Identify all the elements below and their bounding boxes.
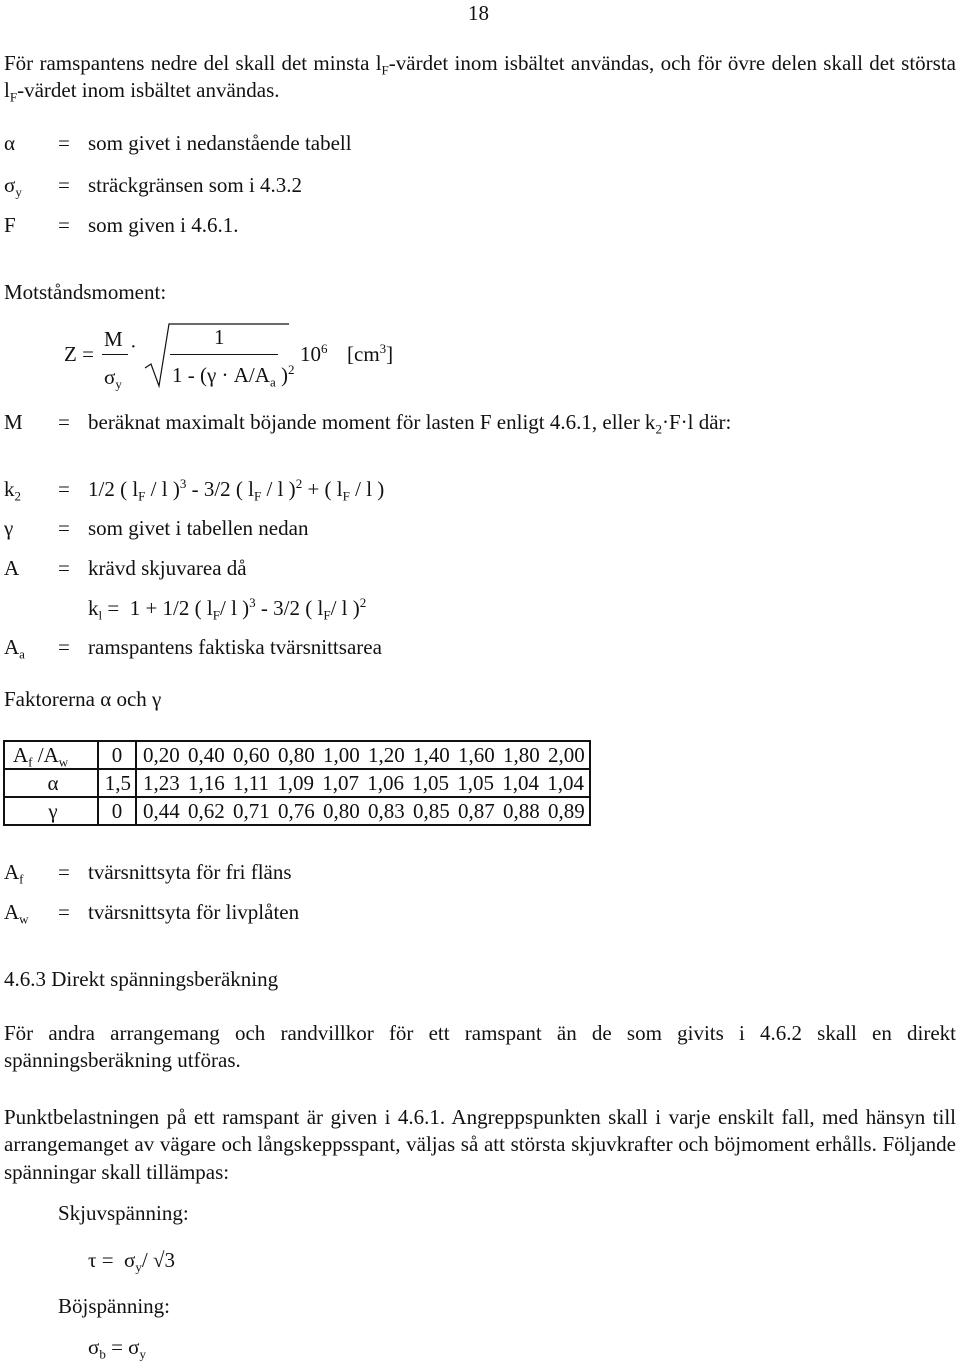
def-desc-af: tvärsnittsyta för fri fläns bbox=[88, 860, 292, 884]
shear-label: Skjuvspänning: bbox=[58, 1201, 189, 1225]
def-symbol-alpha: α bbox=[4, 131, 16, 155]
table-cell-first: 0 bbox=[98, 797, 136, 825]
def-symbol-k2: $k_2$ bbox=[4, 477, 22, 504]
shear-formula: $\tau = \sigma_y/$ √3 bbox=[88, 1248, 175, 1275]
section-heading-factors: Faktorerna α och γ bbox=[4, 687, 162, 711]
eq-sign: = bbox=[58, 173, 70, 197]
table-cell-first: 1,5 bbox=[98, 769, 136, 797]
formula-z-factor: $10^6$ bbox=[300, 341, 328, 366]
table-row bbox=[4, 797, 590, 825]
def-symbol-m: M bbox=[4, 410, 23, 434]
def-symbol-aa: $A_a$ bbox=[4, 635, 25, 662]
section-heading-463: 4.6.3 Direkt spänningsberäkning bbox=[4, 967, 279, 991]
eq-sign: = bbox=[58, 131, 70, 155]
def-desc-aw: tvärsnittsyta för livplåten bbox=[88, 900, 300, 924]
paragraph-2: Punktbelastningen på ett ramspant är given i 4.6.1. Angreppspunkten skall i varje enskilt fall, med hänsyn till arrangemanget av vägare och långskeppsspant, väljas så att största skjuvkrafter och böjmoment erhålls. Följande spänningar skall tillämpas: bbox=[4, 1105, 956, 1184]
def-desc-aa: ramspantens faktiska tvärsnittsarea bbox=[88, 635, 382, 659]
intro-paragraph: För ramspantens nedre del skall det minsta $l_F$-värdet inom isbältet användas, och för övre delen skall det största $l_F$-värdet inom isbältet användas. bbox=[4, 51, 956, 105]
bend-formula: $\sigma_b = \sigma_y$ bbox=[88, 1335, 147, 1362]
def-desc-sigma-y: sträckgränsen som i 4.3.2 bbox=[88, 173, 303, 197]
table-row bbox=[4, 741, 590, 769]
formula-kl: $k_l = 1 + 1/2$ ( $l_F/$ l )$^3$ - 3/2 ( $l_F/$ l )$^2$ bbox=[88, 595, 367, 623]
def-symbol-af: $A_f$ bbox=[4, 860, 24, 887]
section-heading-moment: Motståndsmoment: bbox=[4, 280, 167, 304]
formula-z-denominator: $\sigma_y$ bbox=[104, 365, 122, 392]
table-cell-first: 0 bbox=[98, 741, 136, 769]
table-row bbox=[4, 769, 590, 797]
eq-sign: = bbox=[58, 556, 70, 580]
eq-sign: = bbox=[58, 900, 70, 924]
formula-z-root-fraction-bar bbox=[170, 354, 278, 355]
def-desc-gamma: som givet i tabellen nedan bbox=[88, 516, 309, 540]
def-desc-m: beräknat maximalt böjande moment för lasten F enligt 4.6.1, eller $k_2\cdot F\cdot l$ där: bbox=[88, 410, 732, 437]
def-desc-alpha: som givet i nedanstående tabell bbox=[88, 131, 352, 155]
eq-sign: = bbox=[58, 860, 70, 884]
table-cell-values: 1,23 1,16 1,11 1,09 1,07 1,06 1,05 1,05 1,04 1,04 bbox=[136, 769, 590, 797]
formula-z-numerator: M bbox=[104, 327, 123, 351]
def-symbol-aw: $A_w$ bbox=[4, 900, 29, 927]
bend-label: Böjspänning: bbox=[58, 1294, 171, 1318]
eq-sign: = bbox=[58, 635, 70, 659]
formula-z-unit: $[cm^3]$ bbox=[347, 341, 394, 366]
def-desc-k2: 1/2 ( $l_F$ / l )$^3$ - 3/2 ( $l_F$ / l )$^2$ + ( $l_F$ / l ) bbox=[88, 476, 385, 504]
formula-z-root-denominator: $1 - (\gamma \cdot A/A_a$ )$^2$ bbox=[172, 362, 295, 390]
def-symbol-gamma: γ bbox=[4, 516, 14, 540]
page-number: 18 bbox=[468, 1, 489, 25]
formula-z-fraction-bar bbox=[102, 354, 128, 355]
table-row-label: α bbox=[4, 769, 98, 797]
eq-sign: = bbox=[58, 410, 70, 434]
def-desc-f: som given i 4.6.1. bbox=[88, 213, 239, 237]
table-cell-values: 0,20 0,40 0,60 0,80 1,00 1,20 1,40 1,60 1,80 2,00 bbox=[136, 741, 590, 769]
eq-sign: = bbox=[58, 516, 70, 540]
def-symbol-a: A bbox=[4, 556, 20, 580]
table-row-label: γ bbox=[4, 797, 98, 825]
eq-sign: = bbox=[58, 477, 70, 501]
def-symbol-f: F bbox=[4, 213, 16, 237]
def-symbol-sigma-y: $\sigma_y$ bbox=[4, 173, 22, 200]
paragraph-1: För andra arrangemang och randvillkor för ett ramspant än de som givits i 4.6.2 skall en direkt spänningsberäkning utföras. bbox=[4, 1021, 956, 1073]
eq-sign: = bbox=[58, 213, 70, 237]
factors-table bbox=[3, 740, 591, 826]
table-cell-values: 0,44 0,62 0,71 0,76 0,80 0,83 0,85 0,87 0,88 0,89 bbox=[136, 797, 590, 825]
formula-z-dot: · bbox=[130, 336, 137, 358]
formula-z-root-numerator: 1 bbox=[214, 325, 225, 349]
table-row-label: $A_f$ $/A_w$ bbox=[4, 741, 98, 769]
formula-z-lhs: Z = bbox=[64, 342, 94, 366]
def-desc-a: krävd skjuvarea då bbox=[88, 556, 247, 580]
